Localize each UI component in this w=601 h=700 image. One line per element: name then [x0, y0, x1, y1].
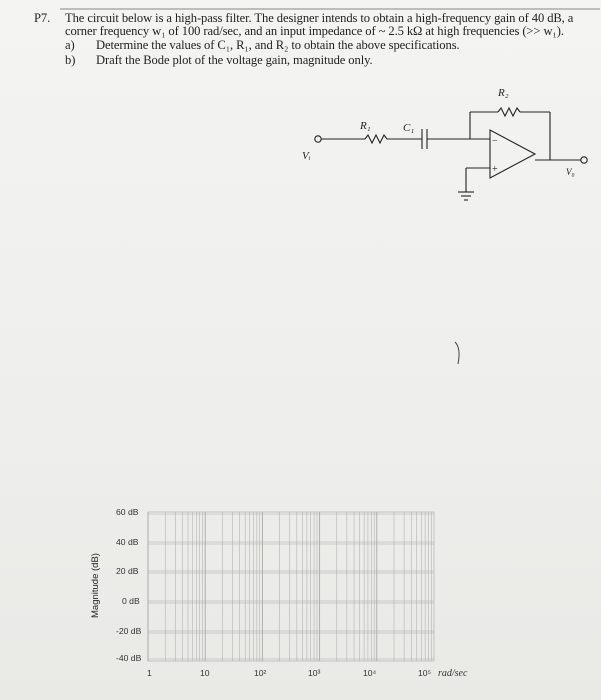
pen-mark [450, 338, 466, 368]
vi-label: Vᵢ [302, 150, 311, 162]
y-tick-minus-40: -40 dB [116, 653, 142, 663]
y-tick-minus-20: -20 dB [116, 626, 142, 636]
input-terminal [315, 136, 321, 142]
part-a-label: a) [65, 38, 75, 52]
problem-line-2: corner frequency w₁ of 100 rad/sec, and an input impedance of ~ 2.5 kΩ at high frequencies (>> w₁). [65, 24, 564, 38]
r2-label: R₂ [498, 87, 509, 99]
part-b-text: Draft the Bode plot of the voltage gain, magnitude only. [96, 53, 373, 67]
c1-label: C₁ [403, 122, 415, 134]
x-axis-unit: rad/sec [438, 668, 468, 679]
resistor-r2 [498, 108, 520, 116]
x-tick-1000: 10³ [308, 668, 321, 678]
y-tick-40: 40 dB [116, 537, 139, 547]
x-tick-100: 10² [254, 668, 267, 678]
problem-line-1: The circuit below is a high-pass filter. The designer intends to obtain a high-frequency gain of 40 dB, a [65, 11, 574, 25]
y-tick-60: 60 dB [116, 507, 139, 517]
x-tick-100000: 10⁵ [418, 668, 432, 678]
part-b-label: b) [65, 53, 76, 67]
part-a-text: Determine the values of C₁, R₁, and R₂ to obtain the above specifications. [96, 38, 460, 52]
x-tick-10: 10 [200, 668, 210, 678]
r1-label: R₁ [360, 120, 371, 132]
y-tick-0: 0 dB [122, 596, 140, 606]
problem-number: P7. [34, 11, 51, 25]
output-terminal [581, 157, 587, 163]
log-grid [148, 512, 431, 661]
minus-sign: − [492, 136, 498, 147]
plot-frame [148, 512, 434, 661]
x-tick-1: 1 [147, 668, 152, 678]
y-axis-label: Magnitude (dB) [90, 553, 101, 618]
vo-label: V₀ [566, 167, 575, 177]
resistor-r1 [365, 135, 387, 143]
circuit-diagram [300, 82, 600, 222]
header-rule [60, 8, 600, 10]
y-tick-20: 20 dB [116, 566, 139, 576]
plus-sign: + [492, 164, 498, 175]
bode-plot [84, 500, 484, 690]
x-tick-10000: 10⁴ [363, 668, 377, 678]
